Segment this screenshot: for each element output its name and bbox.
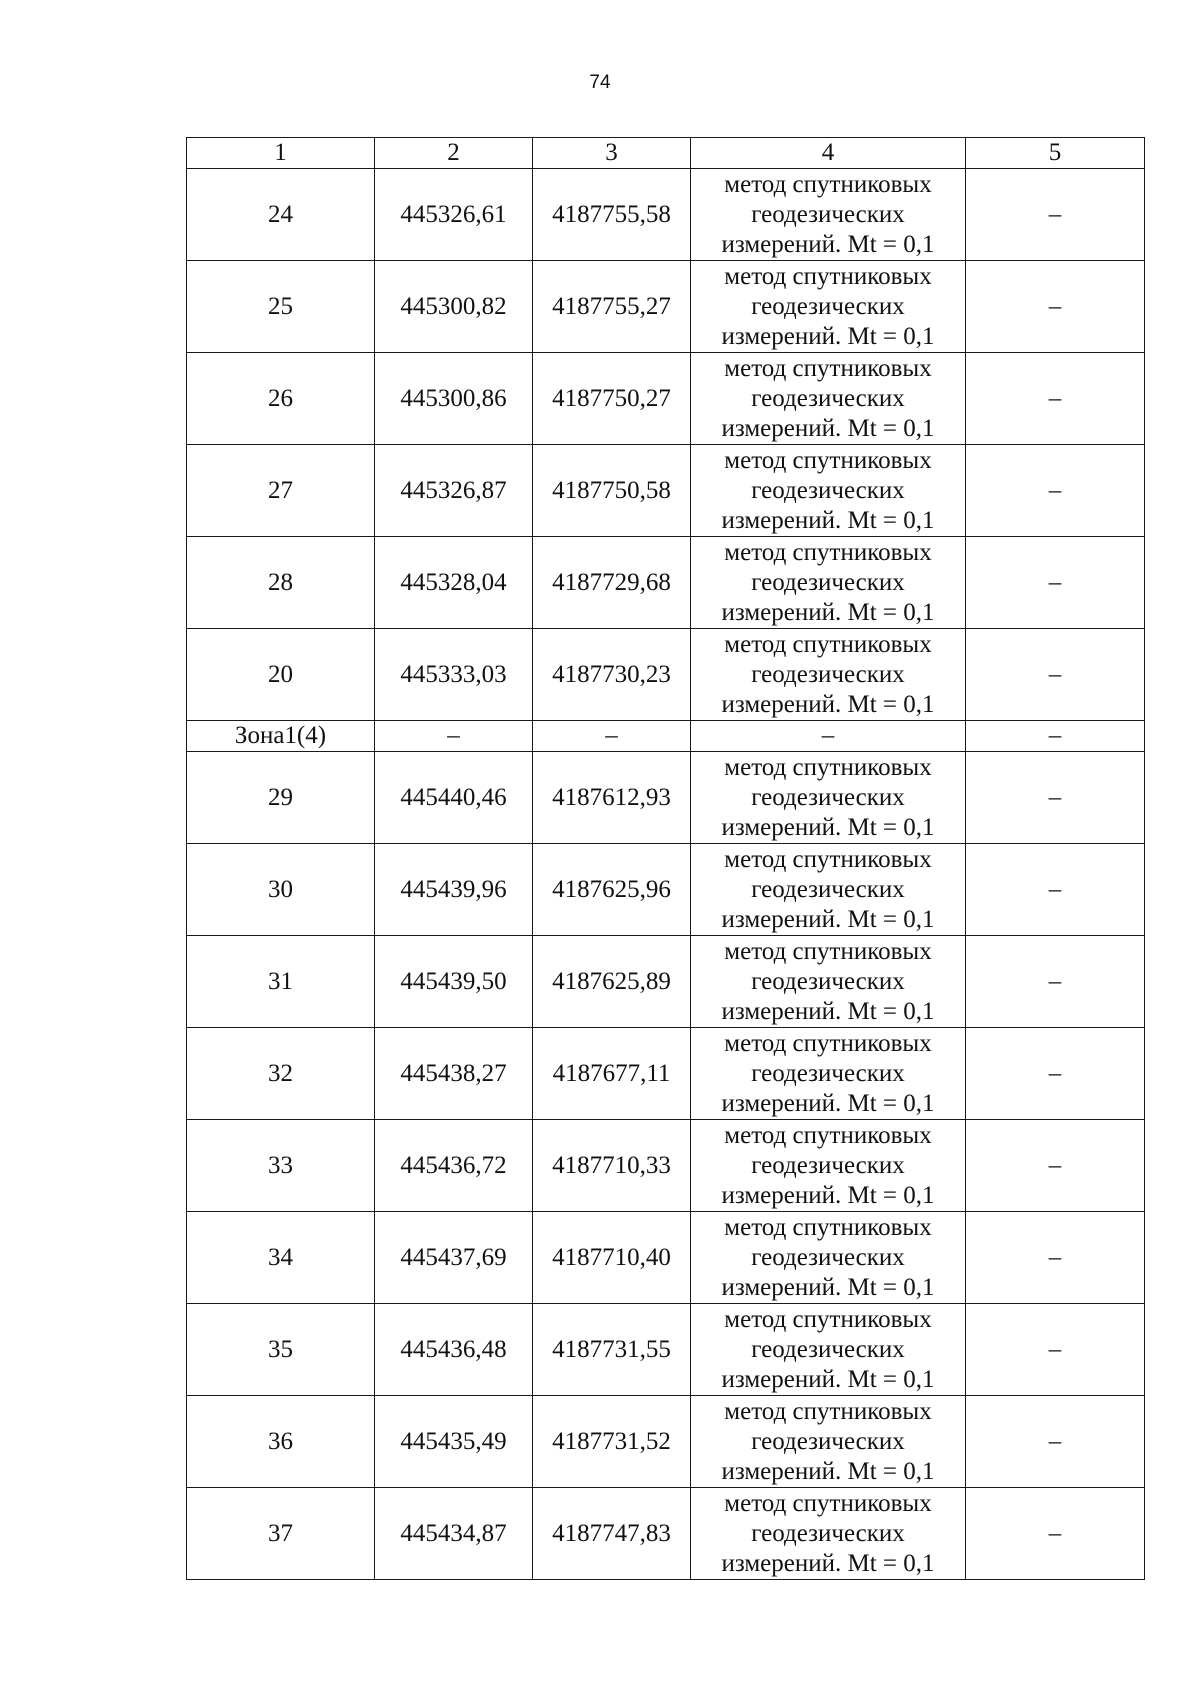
x-coordinate-cell: 445436,72 bbox=[375, 1120, 533, 1212]
y-coordinate-cell: 4187729,68 bbox=[533, 537, 691, 629]
note-cell: – bbox=[966, 629, 1145, 721]
method-line: метод спутниковых bbox=[724, 1213, 932, 1241]
method-line: измерений. Mt = 0,1 bbox=[721, 690, 935, 718]
y-coordinate-cell: 4187612,93 bbox=[533, 752, 691, 844]
point-id-cell: 28 bbox=[187, 537, 375, 629]
point-id-cell: 27 bbox=[187, 445, 375, 537]
table-row bbox=[187, 1396, 1145, 1488]
method-cell bbox=[691, 1396, 966, 1488]
table-row bbox=[187, 537, 1145, 629]
table-row bbox=[187, 1120, 1145, 1212]
y-coordinate-cell: 4187747,83 bbox=[533, 1488, 691, 1580]
method-line: метод спутниковых bbox=[724, 753, 932, 781]
method-cell bbox=[691, 445, 966, 537]
x-coordinate-cell: 445437,69 bbox=[375, 1212, 533, 1304]
note-cell: – bbox=[966, 1304, 1145, 1396]
note-cell: – bbox=[966, 353, 1145, 445]
y-coordinate-cell: 4187731,55 bbox=[533, 1304, 691, 1396]
header-cell-col3: 3 bbox=[533, 138, 691, 169]
method-line: геодезических bbox=[751, 1151, 905, 1179]
point-id-cell: 35 bbox=[187, 1304, 375, 1396]
method-line: геодезических bbox=[751, 200, 905, 228]
method-line: метод спутниковых bbox=[724, 1305, 932, 1333]
table-row bbox=[187, 445, 1145, 537]
method-line: измерений. Mt = 0,1 bbox=[721, 506, 935, 534]
method-cell bbox=[691, 1488, 966, 1580]
y-coordinate-cell: 4187731,52 bbox=[533, 1396, 691, 1488]
y-coordinate-cell: 4187710,33 bbox=[533, 1120, 691, 1212]
header-cell-col5: 5 bbox=[966, 138, 1145, 169]
method-line: измерений. Mt = 0,1 bbox=[721, 997, 935, 1025]
x-coordinate-cell: 445438,27 bbox=[375, 1028, 533, 1120]
point-id-cell: 30 bbox=[187, 844, 375, 936]
method-cell bbox=[691, 752, 966, 844]
table-row bbox=[187, 752, 1145, 844]
method-line: метод спутниковых bbox=[724, 630, 932, 658]
y-coordinate-cell: 4187677,11 bbox=[533, 1028, 691, 1120]
note-cell: – bbox=[966, 1028, 1145, 1120]
method-line: измерений. Mt = 0,1 bbox=[721, 1181, 935, 1209]
method-line: измерений. Mt = 0,1 bbox=[721, 414, 935, 442]
table-row bbox=[187, 1212, 1145, 1304]
method-line: измерений. Mt = 0,1 bbox=[721, 813, 935, 841]
method-cell bbox=[691, 844, 966, 936]
method-line: геодезических bbox=[751, 384, 905, 412]
note-cell: – bbox=[966, 261, 1145, 353]
point-id-cell: 26 bbox=[187, 353, 375, 445]
point-id-cell: 24 bbox=[187, 169, 375, 261]
coordinates-table bbox=[186, 137, 1145, 1580]
point-id-cell: 32 bbox=[187, 1028, 375, 1120]
method-line: метод спутниковых bbox=[724, 170, 932, 198]
table-row bbox=[187, 844, 1145, 936]
method-cell bbox=[691, 1028, 966, 1120]
method-line: метод спутниковых bbox=[724, 1121, 932, 1149]
header-cell-col4: 4 bbox=[691, 138, 966, 169]
page-number: 74 bbox=[589, 72, 611, 93]
table-row bbox=[187, 261, 1145, 353]
method-cell bbox=[691, 169, 966, 261]
method-cell bbox=[691, 537, 966, 629]
note-cell: – bbox=[966, 1488, 1145, 1580]
note-cell: – bbox=[966, 169, 1145, 261]
y-coordinate-cell: 4187755,27 bbox=[533, 261, 691, 353]
y-coordinate-cell: 4187625,96 bbox=[533, 844, 691, 936]
y-coordinate-cell: 4187750,58 bbox=[533, 445, 691, 537]
method-line: метод спутниковых bbox=[724, 1397, 932, 1425]
table-row bbox=[187, 936, 1145, 1028]
x-coordinate-cell: 445434,87 bbox=[375, 1488, 533, 1580]
table-row bbox=[187, 169, 1145, 261]
method-line: геодезических bbox=[751, 1335, 905, 1363]
method-line: – bbox=[821, 722, 835, 749]
y-coordinate-cell: 4187730,23 bbox=[533, 629, 691, 721]
table-row bbox=[187, 1304, 1145, 1396]
header-cell-col1: 1 bbox=[187, 138, 375, 169]
y-coordinate-cell: 4187755,58 bbox=[533, 169, 691, 261]
point-id-cell: 25 bbox=[187, 261, 375, 353]
note-cell: – bbox=[966, 537, 1145, 629]
table-header-row bbox=[187, 138, 1145, 169]
method-line: геодезических bbox=[751, 875, 905, 903]
note-cell: – bbox=[966, 752, 1145, 844]
zone-row bbox=[187, 721, 1145, 752]
method-line: измерений. Mt = 0,1 bbox=[721, 1365, 935, 1393]
method-cell bbox=[691, 1120, 966, 1212]
table-row bbox=[187, 1488, 1145, 1580]
y-coordinate-cell: 4187625,89 bbox=[533, 936, 691, 1028]
method-cell bbox=[691, 353, 966, 445]
note-cell: – bbox=[966, 721, 1145, 752]
method-line: геодезических bbox=[751, 660, 905, 688]
point-id-cell: 20 bbox=[187, 629, 375, 721]
table-body bbox=[187, 138, 1145, 1580]
method-line: геодезических bbox=[751, 967, 905, 995]
method-line: измерений. Mt = 0,1 bbox=[721, 1089, 935, 1117]
table-row bbox=[187, 1028, 1145, 1120]
point-id-cell: 31 bbox=[187, 936, 375, 1028]
method-line: геодезических bbox=[751, 292, 905, 320]
x-coordinate-cell: 445326,61 bbox=[375, 169, 533, 261]
note-cell: – bbox=[966, 1396, 1145, 1488]
point-id-cell: 29 bbox=[187, 752, 375, 844]
point-id-cell: 37 bbox=[187, 1488, 375, 1580]
method-cell bbox=[691, 1212, 966, 1304]
table-row bbox=[187, 629, 1145, 721]
note-cell: – bbox=[966, 844, 1145, 936]
method-line: метод спутниковых bbox=[724, 354, 932, 382]
method-line: геодезических bbox=[751, 783, 905, 811]
y-coordinate-cell: 4187750,27 bbox=[533, 353, 691, 445]
header-cell-col2: 2 bbox=[375, 138, 533, 169]
method-line: метод спутниковых bbox=[724, 1489, 932, 1517]
method-line: геодезических bbox=[751, 1427, 905, 1455]
x-coordinate-cell: 445435,49 bbox=[375, 1396, 533, 1488]
y-coordinate-cell: 4187710,40 bbox=[533, 1212, 691, 1304]
method-line: геодезических bbox=[751, 568, 905, 596]
method-cell bbox=[691, 721, 966, 752]
method-line: метод спутниковых bbox=[724, 262, 932, 290]
point-id-cell: 33 bbox=[187, 1120, 375, 1212]
point-id-cell: 36 bbox=[187, 1396, 375, 1488]
x-coordinate-cell: 445300,86 bbox=[375, 353, 533, 445]
point-id-cell: 34 bbox=[187, 1212, 375, 1304]
method-line: метод спутниковых bbox=[724, 1029, 932, 1057]
note-cell: – bbox=[966, 1212, 1145, 1304]
method-line: геодезических bbox=[751, 1243, 905, 1271]
x-coordinate-cell: 445439,50 bbox=[375, 936, 533, 1028]
method-line: геодезических bbox=[751, 1519, 905, 1547]
note-cell: – bbox=[966, 445, 1145, 537]
method-line: метод спутниковых bbox=[724, 446, 932, 474]
x-coordinate-cell: 445440,46 bbox=[375, 752, 533, 844]
method-line: измерений. Mt = 0,1 bbox=[721, 322, 935, 350]
method-line: метод спутниковых bbox=[724, 538, 932, 566]
method-line: метод спутниковых bbox=[724, 845, 932, 873]
x-coordinate-cell: 445436,48 bbox=[375, 1304, 533, 1396]
method-line: метод спутниковых bbox=[724, 937, 932, 965]
x-coordinate-cell: 445328,04 bbox=[375, 537, 533, 629]
x-coordinate-cell: 445300,82 bbox=[375, 261, 533, 353]
method-line: измерений. Mt = 0,1 bbox=[721, 598, 935, 626]
method-line: измерений. Mt = 0,1 bbox=[721, 905, 935, 933]
note-cell: – bbox=[966, 1120, 1145, 1212]
x-coordinate-cell: 445333,03 bbox=[375, 629, 533, 721]
point-id-cell: Зона1(4) bbox=[187, 721, 375, 752]
method-line: измерений. Mt = 0,1 bbox=[721, 1273, 935, 1301]
method-line: измерений. Mt = 0,1 bbox=[721, 230, 935, 258]
x-coordinate-cell: – bbox=[375, 721, 533, 752]
x-coordinate-cell: 445326,87 bbox=[375, 445, 533, 537]
note-cell: – bbox=[966, 936, 1145, 1028]
method-line: измерений. Mt = 0,1 bbox=[721, 1457, 935, 1485]
x-coordinate-cell: 445439,96 bbox=[375, 844, 533, 936]
y-coordinate-cell: – bbox=[533, 721, 691, 752]
method-cell bbox=[691, 936, 966, 1028]
method-line: геодезических bbox=[751, 476, 905, 504]
method-cell bbox=[691, 629, 966, 721]
table-row bbox=[187, 353, 1145, 445]
method-cell bbox=[691, 1304, 966, 1396]
method-cell bbox=[691, 261, 966, 353]
method-line: измерений. Mt = 0,1 bbox=[721, 1549, 935, 1577]
method-line: геодезических bbox=[751, 1059, 905, 1087]
